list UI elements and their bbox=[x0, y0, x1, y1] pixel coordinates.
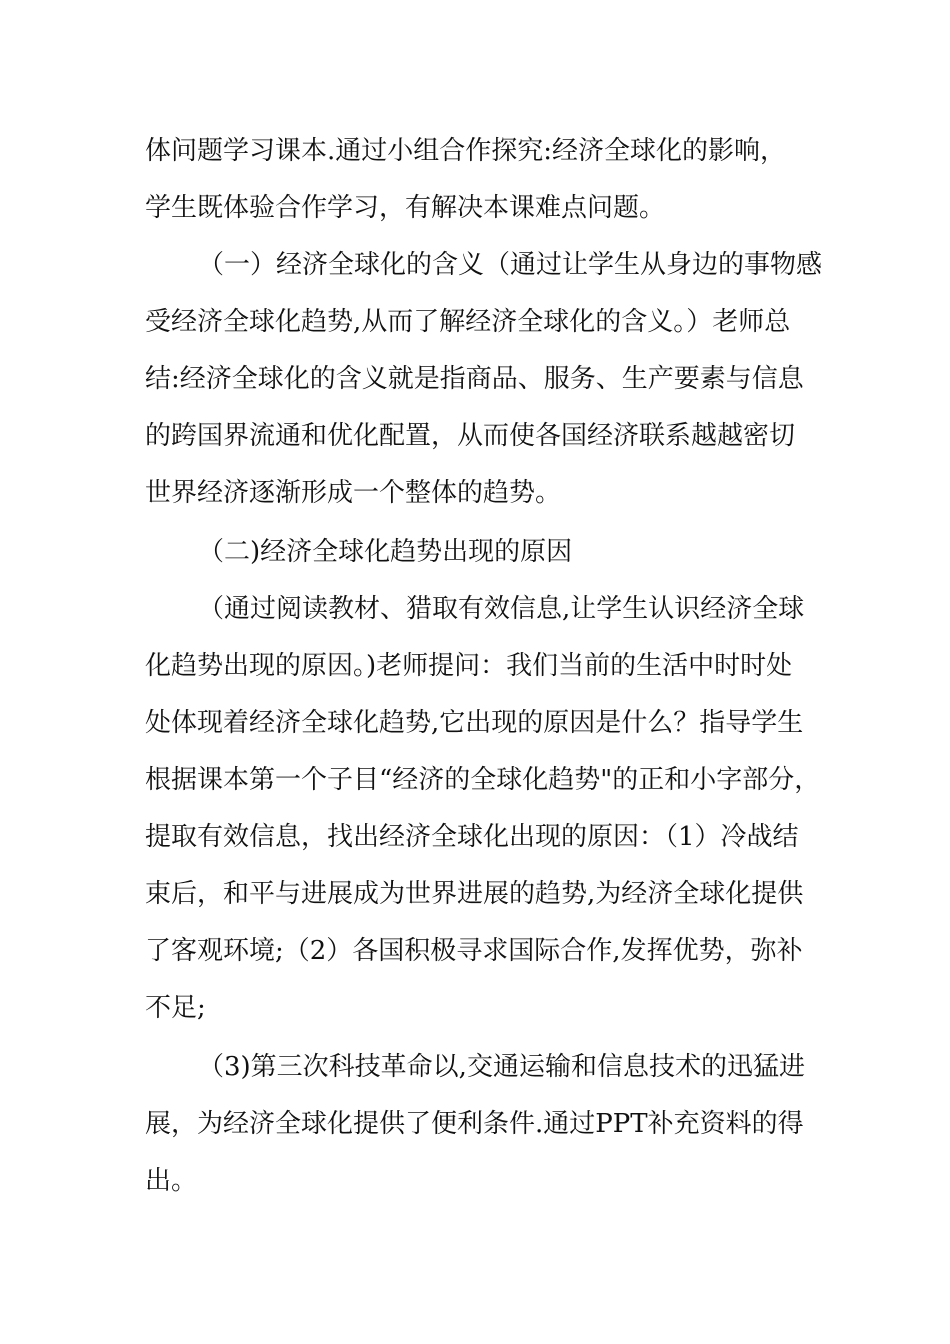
text-line: 出。 bbox=[145, 1166, 198, 1196]
text-line: 学生既体验合作学习，有解决本课难点问题。 bbox=[145, 193, 666, 223]
text-line: 体问题学习课本.通过小组合作探究:经济全球化的影响， bbox=[145, 136, 787, 166]
text-line: 受经济全球化趋势,从而了解经济全球化的含义。）老师总 bbox=[145, 307, 791, 337]
text-line: 了客观环境;（2）各国积极寻求国际合作,发挥优势，弥补 bbox=[145, 936, 803, 966]
text-line: 束后，和平与进展成为世界进展的趋势,为经济全球化提供 bbox=[145, 879, 804, 909]
section-heading-line: （二)经济全球化趋势出现的原因 bbox=[198, 537, 573, 567]
text-line: 根据课本第一个子目“经济的全球化趋势"的正和小字部分， bbox=[145, 765, 821, 795]
text-line: 提取有效信息，找出经济全球化出现的原因：（1）冷战结 bbox=[145, 822, 799, 852]
text-line: 不足; bbox=[145, 993, 206, 1023]
text-line: 展，为经济全球化提供了便利条件.通过PPT补充资料的得 bbox=[145, 1109, 804, 1139]
section-heading-line: （一）经济全球化的含义（通过让学生从身边的事物感 bbox=[198, 250, 823, 280]
text-line: （通过阅读教材、猎取有效信息,让学生认识经济全球 bbox=[198, 594, 805, 624]
text-line: 处体现着经济全球化趋势,它出现的原因是什么？指导学生 bbox=[145, 708, 804, 738]
text-line: 世界经济逐渐形成一个整体的趋势。 bbox=[145, 478, 562, 508]
text-line: （3)第三次科技革命以,交通运输和信息技术的迅猛进 bbox=[198, 1052, 805, 1082]
text-line: 化趋势出现的原因。)老师提问：我们当前的生活中时时处 bbox=[145, 651, 793, 681]
text-line: 的跨国界流通和优化配置，从而使各国经济联系越越密切 bbox=[145, 421, 796, 451]
text-line: 结:经济全球化的含义就是指商品、服务、生产要素与信息 bbox=[145, 364, 804, 394]
